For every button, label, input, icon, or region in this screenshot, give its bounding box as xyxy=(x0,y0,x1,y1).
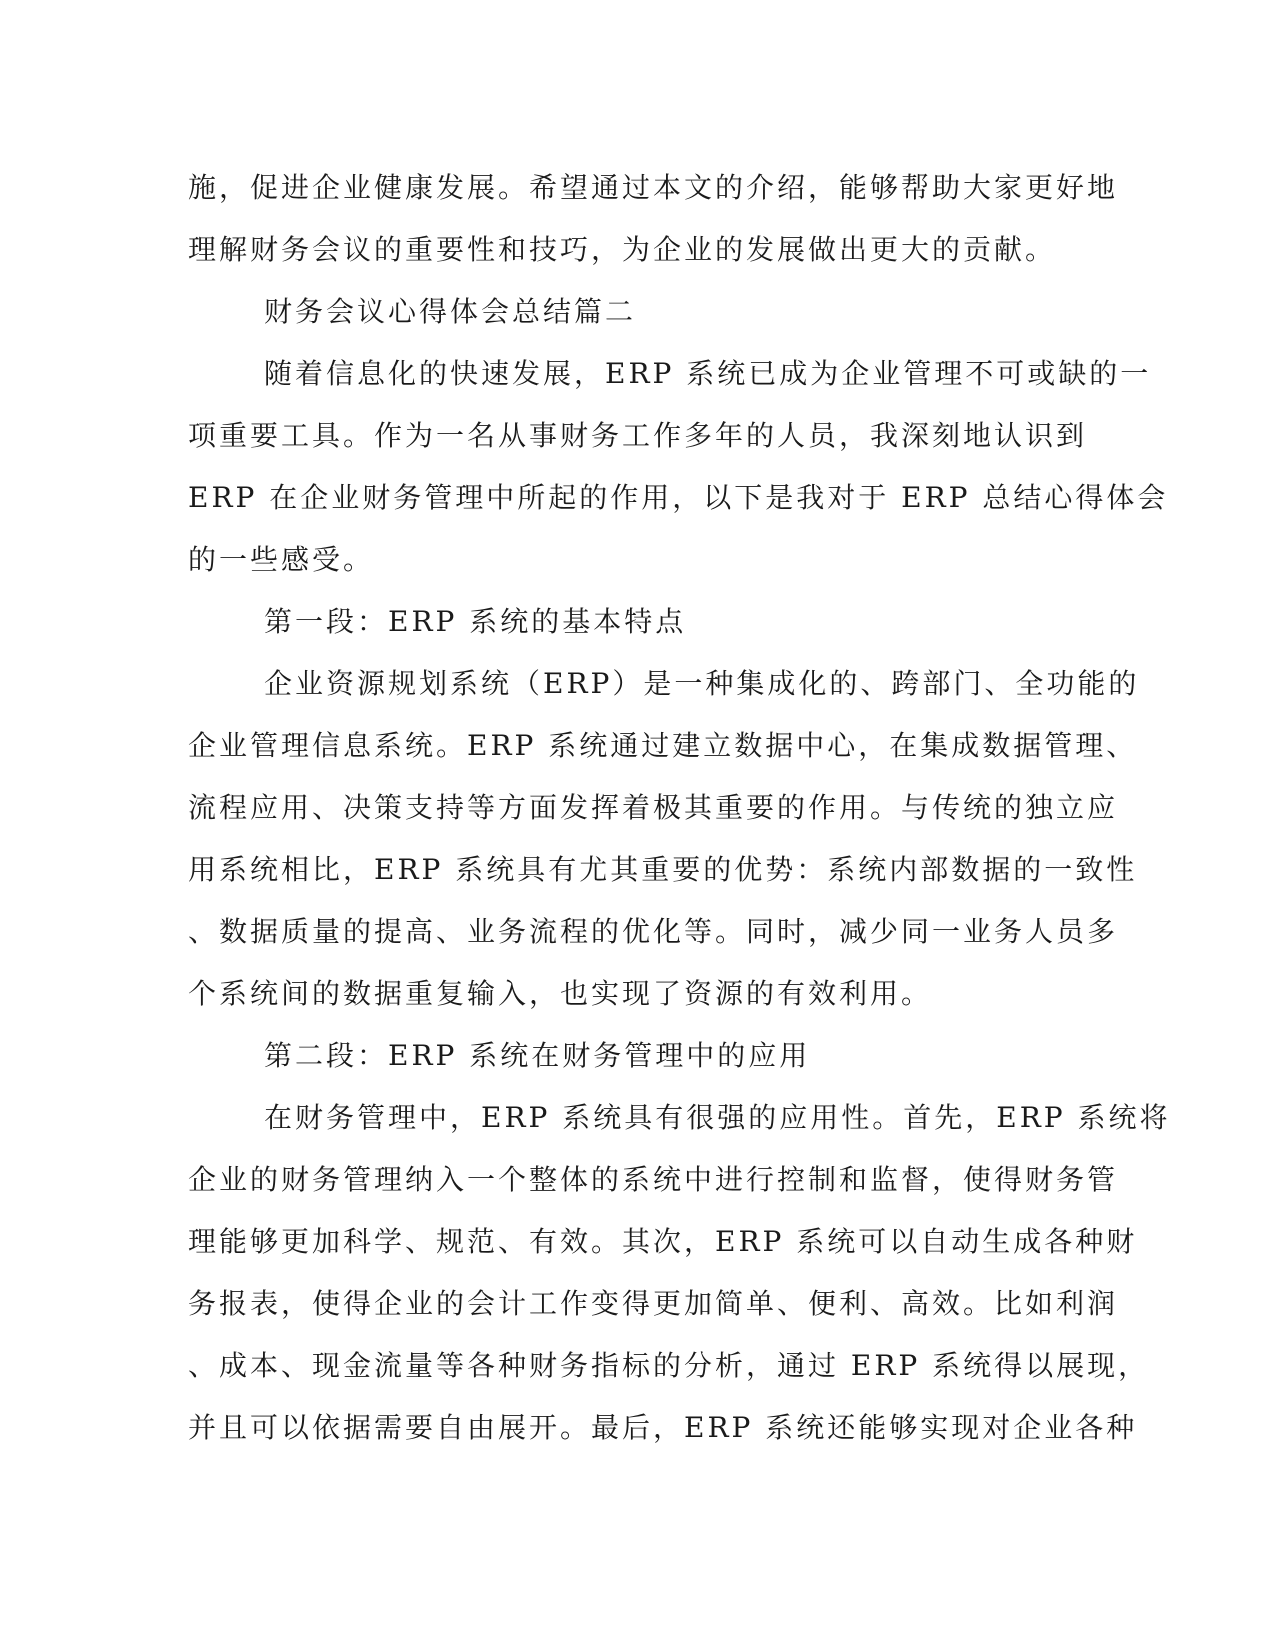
section-title: 财务会议心得体会总结篇二 xyxy=(264,295,637,328)
text-line: 务报表，使得企业的会计工作变得更加简单、便利、高效。比如利润 xyxy=(188,1287,1119,1320)
text-line: 企业资源规划系统（ERP）是一种集成化的、跨部门、全功能的 xyxy=(264,667,1140,700)
text-line: 随着信息化的快速发展，ERP 系统已成为企业管理不可或缺的一 xyxy=(264,357,1152,390)
text-line: 企业管理信息系统。ERP 系统通过建立数据中心，在集成数据管理、 xyxy=(188,729,1138,762)
text-line: ERP 在企业财务管理中所起的作用，以下是我对于 ERP 总结心得体会 xyxy=(188,481,1169,514)
section-heading-1: 第一段：ERP 系统的基本特点 xyxy=(264,605,687,638)
text-line: 个系统间的数据重复输入，也实现了资源的有效利用。 xyxy=(188,977,933,1010)
section-heading-2: 第二段：ERP 系统在财务管理中的应用 xyxy=(264,1039,811,1072)
text-line: 流程应用、决策支持等方面发挥着极其重要的作用。与传统的独立应 xyxy=(188,791,1119,824)
text-line: 在财务管理中，ERP 系统具有很强的应用性。首先，ERP 系统将 xyxy=(264,1101,1171,1134)
text-line: 企业的财务管理纳入一个整体的系统中进行控制和监督，使得财务管 xyxy=(188,1163,1119,1196)
text-line: 的一些感受。 xyxy=(188,543,375,576)
document-body xyxy=(188,157,1171,1459)
text-line: 理解财务会议的重要性和技巧，为企业的发展做出更大的贡献。 xyxy=(188,233,1057,266)
text-line: 并且可以依据需要自由展开。最后，ERP 系统还能够实现对企业各种 xyxy=(188,1411,1138,1444)
text-line: 用系统相比，ERP 系统具有尤其重要的优势：系统内部数据的一致性 xyxy=(188,853,1138,886)
text-line: 、成本、现金流量等各种财务指标的分析，通过 ERP 系统得以展现， xyxy=(188,1349,1150,1382)
text-line: 施，促进企业健康发展。希望通过本文的介绍，能够帮助大家更好地 xyxy=(188,171,1119,204)
text-line: 项重要工具。作为一名从事财务工作多年的人员，我深刻地认识到 xyxy=(188,419,1088,452)
text-line: 理能够更加科学、规范、有效。其次，ERP 系统可以自动生成各种财 xyxy=(188,1225,1138,1258)
text-line: 、数据质量的提高、业务流程的优化等。同时，减少同一业务人员多 xyxy=(188,915,1119,948)
